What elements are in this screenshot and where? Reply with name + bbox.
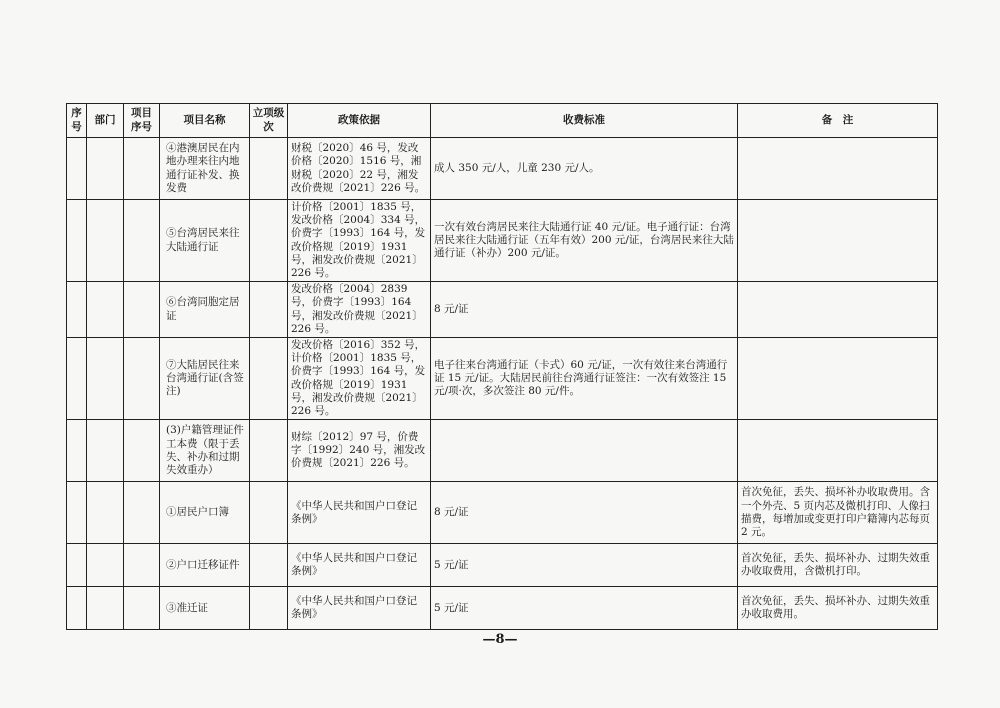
table-row bbox=[67, 544, 938, 587]
table-row bbox=[67, 420, 938, 482]
header-seq: 序号 bbox=[67, 104, 87, 138]
header-fee: 收费标准 bbox=[431, 104, 738, 138]
item-name: ⑤台湾居民来往大陆通行证 bbox=[160, 200, 250, 282]
item-name: ①居民户口簿 bbox=[160, 482, 250, 544]
remark bbox=[738, 282, 938, 338]
item-name: ②户口迁移证件 bbox=[160, 544, 250, 587]
header-item-seq: 项目序号 bbox=[124, 104, 160, 138]
fee-table bbox=[66, 103, 938, 630]
header-dept: 部门 bbox=[87, 104, 124, 138]
remark bbox=[738, 338, 938, 420]
item-name: (3)户籍管理证件工本费（限于丢失、补办和过期失效重办） bbox=[160, 420, 250, 482]
fee-standard: 一次有效台湾居民来往大陆通行证 40 元/证。电子通行证：台湾居民来往大陆通行证（五年有效）200 元/证，台湾居民来往大陆通行证（补办）200 元/证。 bbox=[431, 200, 738, 282]
remark bbox=[738, 138, 938, 200]
fee-standard bbox=[431, 420, 738, 482]
table-row bbox=[67, 138, 938, 200]
table-row bbox=[67, 282, 938, 338]
table-row bbox=[67, 200, 938, 282]
policy-basis: 《中华人民共和国户口登记条例》 bbox=[288, 482, 431, 544]
item-name: ③准迁证 bbox=[160, 587, 250, 630]
fee-standard: 成人 350 元/人，儿童 230 元/人。 bbox=[431, 138, 738, 200]
table-row bbox=[67, 482, 938, 544]
remark bbox=[738, 200, 938, 282]
remark bbox=[738, 420, 938, 482]
remark: 首次免征，丢失、损坏补办收取费用。含一个外壳、5 页内芯及微机打印、人像扫描费，每增加或变更打印户籍簿内芯每页 2 元。 bbox=[738, 482, 938, 544]
policy-basis: 计价格〔2001〕1835 号，发改价格〔2004〕334 号，价费字〔1993〕164 号，发改价格规〔2019〕1931 号，湘发改价费规〔2021〕226 号。 bbox=[288, 200, 431, 282]
header-name: 项目名称 bbox=[160, 104, 250, 138]
header-level: 立项级次 bbox=[250, 104, 288, 138]
policy-basis: 发改价格〔2004〕2839 号，价费字〔1993〕164 号，湘发改价费规〔2021〕226 号。 bbox=[288, 282, 431, 338]
policy-basis: 《中华人民共和国户口登记条例》 bbox=[288, 544, 431, 587]
table-row bbox=[67, 587, 938, 630]
fee-standard: 5 元/证 bbox=[431, 587, 738, 630]
policy-basis: 财税〔2020〕46 号，发改价格〔2020〕1516 号，湘财税〔2020〕22 号，湘发改价费规〔2021〕226 号。 bbox=[288, 138, 431, 200]
header-basis: 政策依据 bbox=[288, 104, 431, 138]
remark: 首次免征，丢失、损坏补办、过期失效重办收取费用，含微机打印。 bbox=[738, 544, 938, 587]
remark: 首次免征，丢失、损坏补办、过期失效重办收取费用。 bbox=[738, 587, 938, 630]
item-name: ④港澳居民在内地办理来往内地通行证补发、换发费 bbox=[160, 138, 250, 200]
fee-standard: 8 元/证 bbox=[431, 482, 738, 544]
header-remark: 备 注 bbox=[738, 104, 938, 138]
policy-basis: 发改价格〔2016〕352 号，计价格〔2001〕1835 号，价费字〔1993〕164 号，发改价格规〔2019〕1931 号，湘发改价费规〔2021〕226 号。 bbox=[288, 338, 431, 420]
fee-standard: 5 元/证 bbox=[431, 544, 738, 587]
policy-basis: 财综〔2012〕97 号，价费字〔1992〕240 号，湘发改价费规〔2021〕226 号。 bbox=[288, 420, 431, 482]
table-header-row bbox=[67, 104, 938, 138]
fee-standard: 电子往来台湾通行证（卡式）60 元/证，一次有效往来台湾通行证 15 元/证。大陆居民前往台湾通行证签注：一次有效签注 15 元/项·次，多次签注 80 元/件。 bbox=[431, 338, 738, 420]
item-name: ⑥台湾同胞定居证 bbox=[160, 282, 250, 338]
policy-basis: 《中华人民共和国户口登记条例》 bbox=[288, 587, 431, 630]
item-name: ⑦大陆居民往来台湾通行证(含签注) bbox=[160, 338, 250, 420]
page-number: —8— bbox=[482, 632, 518, 647]
table-row bbox=[67, 338, 938, 420]
fee-standard: 8 元/证 bbox=[431, 282, 738, 338]
